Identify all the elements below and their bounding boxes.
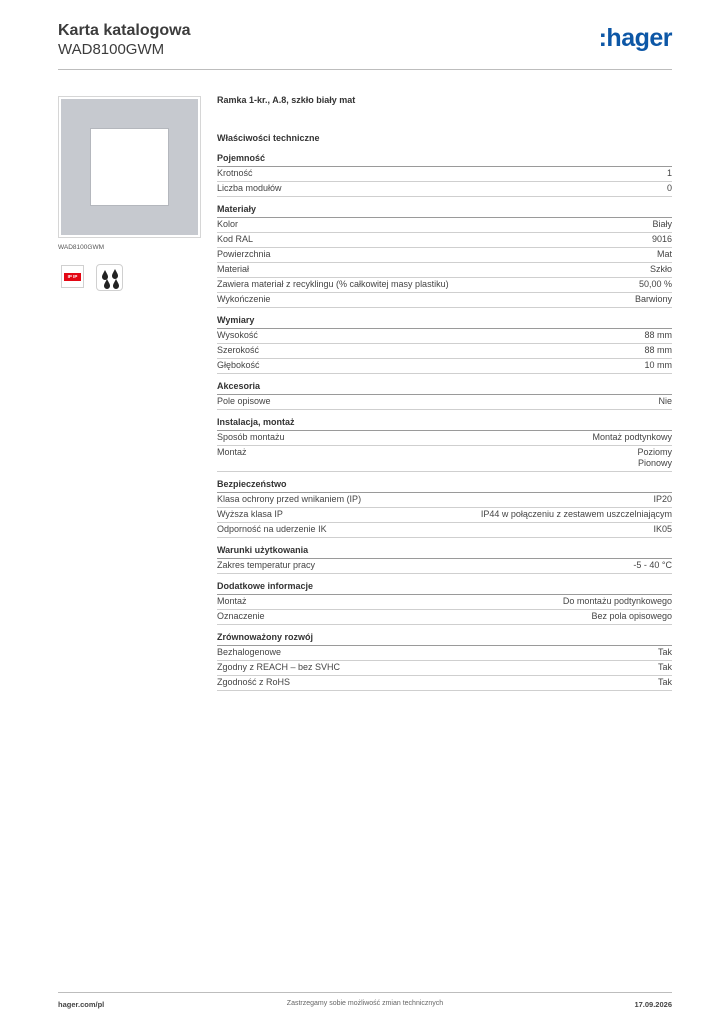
spec-row xyxy=(217,359,672,374)
spec-value-line: Pionowy xyxy=(637,458,672,468)
spec-label: Kod RAL xyxy=(217,234,254,244)
spec-value xyxy=(658,396,672,407)
spec-groups xyxy=(217,153,672,691)
spec-group xyxy=(217,153,672,197)
spec-row xyxy=(217,263,672,278)
spec-group-title: Materiały xyxy=(217,204,672,218)
spec-value xyxy=(658,677,672,688)
spec-row xyxy=(217,167,672,182)
spec-value xyxy=(644,330,672,341)
spec-value xyxy=(635,294,672,305)
spec-value xyxy=(644,360,672,371)
spec-group xyxy=(217,632,672,691)
frame-graphic xyxy=(61,99,198,235)
spec-label: Wysokość xyxy=(217,330,258,340)
spec-label: Głębokość xyxy=(217,360,260,370)
spec-label: Klasa ochrony przed wnikaniem (IP) xyxy=(217,494,362,504)
spec-label: Odporność na uderzenie IK xyxy=(217,524,327,534)
spec-row xyxy=(217,395,672,410)
spec-label: Powierzchnia xyxy=(217,249,271,259)
spec-value xyxy=(652,234,672,245)
spec-value-line: -5 - 40 °C xyxy=(633,560,672,570)
spec-label: Krotność xyxy=(217,168,253,178)
spec-row xyxy=(217,293,672,308)
ip-rating-label: IP IP xyxy=(64,273,81,281)
footer-disclaimer: Zastrzegamy sobie możliwość zmian technicznych xyxy=(286,1000,444,1007)
spec-group-title: Bezpieczeństwo xyxy=(217,479,672,493)
spec-value xyxy=(653,524,672,535)
spec-group-title: Wymiary xyxy=(217,315,672,329)
spec-label: Wyższa klasa IP xyxy=(217,509,283,519)
spec-label: Zawiera materiał z recyklingu (% całkowitej masy plastiku) xyxy=(217,279,449,289)
spec-label: Montaż xyxy=(217,596,247,606)
ip-rating-icon xyxy=(61,265,84,288)
spec-value xyxy=(652,219,672,230)
spec-row xyxy=(217,182,672,197)
spec-value xyxy=(667,183,672,194)
product-name: Ramka 1-kr., A.8, szkło biały mat xyxy=(217,95,356,105)
spec-group xyxy=(217,417,672,472)
spec-value xyxy=(591,611,672,622)
spec-value-line: 1 xyxy=(666,168,672,178)
spec-value xyxy=(481,509,672,520)
spec-row xyxy=(217,559,672,574)
spec-group xyxy=(217,479,672,538)
spec-value-line: 0 xyxy=(666,183,672,193)
hager-logo: :hager xyxy=(598,24,672,52)
spec-value-line: Szkło xyxy=(649,264,672,274)
spec-group-title: Pojemność xyxy=(217,153,672,167)
spec-value xyxy=(644,345,672,356)
page-footer xyxy=(58,992,672,1008)
spec-row xyxy=(217,676,672,691)
spec-row xyxy=(217,344,672,359)
spec-value-line: Montaż podtynkowy xyxy=(592,432,672,442)
spec-label: Zgodny z REACH – bez SVHC xyxy=(217,662,341,672)
frame-opening xyxy=(90,128,169,206)
spec-row xyxy=(217,610,672,625)
spec-label: Kolor xyxy=(217,219,239,229)
spec-row xyxy=(217,646,672,661)
spec-row xyxy=(217,431,672,446)
spec-group-title: Akcesoria xyxy=(217,381,672,395)
spec-value-line: 50,00 % xyxy=(638,279,672,289)
spec-group xyxy=(217,581,672,625)
spec-row xyxy=(217,508,672,523)
spec-group xyxy=(217,545,672,574)
spec-row xyxy=(217,661,672,676)
spec-row xyxy=(217,278,672,293)
spec-value-line: Tak xyxy=(657,662,672,672)
spec-label: Zgodność z RoHS xyxy=(217,677,291,687)
spec-value-line: Tak xyxy=(657,677,672,687)
spec-value-line: Barwiony xyxy=(634,294,672,304)
spec-label: Bezhalogenowe xyxy=(217,647,282,657)
spec-group xyxy=(217,315,672,374)
spec-row xyxy=(217,523,672,538)
spec-row xyxy=(217,218,672,233)
spec-row xyxy=(217,493,672,508)
spec-content xyxy=(217,95,672,691)
spec-label: Szerokość xyxy=(217,345,260,355)
water-drops-icon xyxy=(96,264,123,291)
water-drops-glyph xyxy=(97,265,124,292)
spec-value-line: Tak xyxy=(657,647,672,657)
spec-label: Zakres temperatur pracy xyxy=(217,560,316,570)
page-header xyxy=(58,22,672,70)
spec-value xyxy=(563,596,672,607)
spec-value xyxy=(658,662,672,673)
spec-row xyxy=(217,248,672,263)
spec-label: Liczba modułów xyxy=(217,183,282,193)
spec-value-line: 88 mm xyxy=(644,345,672,355)
document-title: Karta katalogowa xyxy=(58,22,191,39)
spec-value-line: Mat xyxy=(656,249,672,259)
spec-value xyxy=(637,447,672,469)
spec-value-line: Do montażu podtynkowego xyxy=(562,596,672,606)
spec-value-line: IP44 w połączeniu z zestawem uszczelniającym xyxy=(480,509,672,519)
spec-value xyxy=(633,560,672,571)
spec-group-title: Zrównoważony rozwój xyxy=(217,632,672,646)
product-image xyxy=(58,96,201,238)
spec-value-line: 88 mm xyxy=(644,330,672,340)
spec-label: Materiał xyxy=(217,264,250,274)
spec-label: Oznaczenie xyxy=(217,611,265,621)
spec-group xyxy=(217,381,672,410)
spec-value-line: IK05 xyxy=(653,524,672,534)
spec-value xyxy=(592,432,672,443)
image-caption: WAD8100GWM xyxy=(58,244,104,251)
spec-group-title: Dodatkowe informacje xyxy=(217,581,672,595)
spec-row xyxy=(217,446,672,472)
spec-value xyxy=(653,494,672,505)
spec-value xyxy=(657,249,672,260)
spec-value-line: IP20 xyxy=(653,494,672,504)
spec-label: Wykończenie xyxy=(217,294,271,304)
spec-group-title: Instalacja, montaż xyxy=(217,417,672,431)
spec-value-line: 9016 xyxy=(651,234,672,244)
spec-value xyxy=(639,279,672,290)
spec-group-title: Warunki użytkowania xyxy=(217,545,672,559)
spec-value-line: Biały xyxy=(652,219,672,229)
product-code: WAD8100GWM xyxy=(58,41,165,58)
spec-label: Pole opisowe xyxy=(217,396,271,406)
spec-value xyxy=(658,647,672,658)
spec-value-line: 10 mm xyxy=(644,360,672,370)
spec-label: Montaż xyxy=(217,447,247,457)
spec-row xyxy=(217,595,672,610)
spec-row xyxy=(217,329,672,344)
footer-date: 17.09.2026 xyxy=(634,1000,672,1009)
spec-value xyxy=(650,264,672,275)
spec-group xyxy=(217,204,672,308)
spec-label: Sposób montażu xyxy=(217,432,285,442)
footer-website: hager.com/pl xyxy=(58,1000,105,1009)
spec-value-line: Bez pola opisowego xyxy=(591,611,672,621)
section-title: Właściwości techniczne xyxy=(217,133,320,143)
spec-value-line: Poziomy xyxy=(637,447,672,457)
spec-row xyxy=(217,233,672,248)
spec-value-line: Nie xyxy=(658,396,672,406)
spec-value xyxy=(667,168,672,179)
